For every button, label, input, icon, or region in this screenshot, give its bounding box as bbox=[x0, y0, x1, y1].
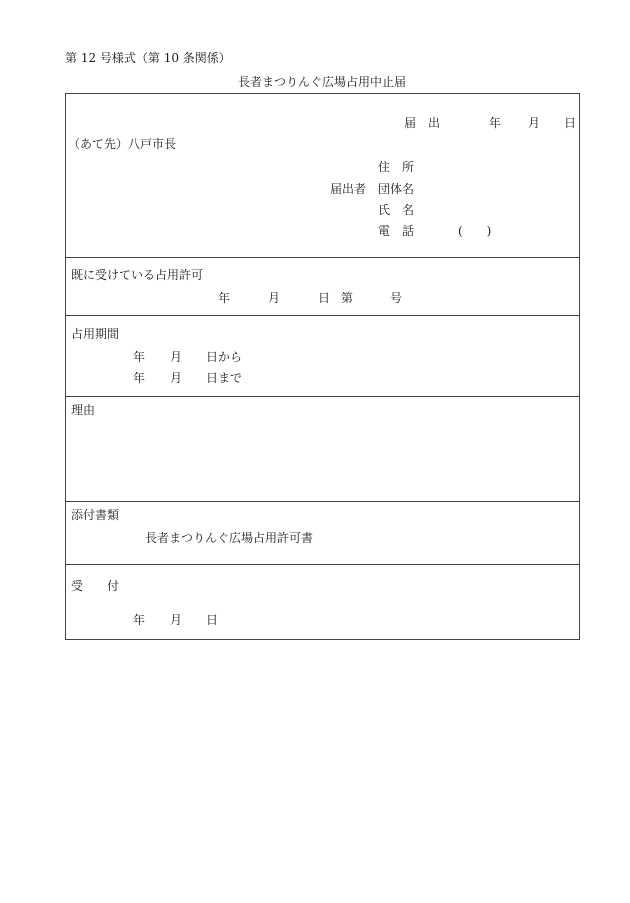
row-divider bbox=[65, 315, 580, 316]
addressee: （あて先）八戸市長 bbox=[68, 137, 177, 151]
reception-month: 月 bbox=[170, 613, 183, 627]
phone-parens: ( ) bbox=[458, 224, 492, 238]
form-table bbox=[65, 93, 580, 640]
phone-label: 電 話 bbox=[378, 224, 415, 238]
submitted-label: 届 出 bbox=[404, 116, 441, 130]
name-label: 氏 名 bbox=[378, 203, 415, 217]
period-heading: 占用期間 bbox=[71, 327, 120, 341]
permit-go-label: 号 bbox=[390, 291, 403, 305]
period-to-year: 年 bbox=[133, 371, 146, 385]
row-divider bbox=[65, 501, 580, 502]
reception-heading: 受 付 bbox=[71, 579, 120, 593]
attachment-item: 長者まつりんぐ広場占用許可書 bbox=[145, 531, 314, 545]
period-from-day: 日から bbox=[206, 350, 243, 364]
date-year-label: 年 bbox=[489, 116, 502, 130]
row-divider bbox=[65, 396, 580, 397]
reception-year: 年 bbox=[133, 613, 146, 627]
period-to-day: 日まで bbox=[206, 371, 243, 385]
permit-year-label: 年 bbox=[218, 291, 231, 305]
permit-day-label: 日 bbox=[318, 291, 331, 305]
date-day-label: 日 bbox=[564, 116, 577, 130]
submitter-label: 届出者 bbox=[330, 182, 367, 196]
page-title: 長者まつりんぐ広場占用中止届 bbox=[238, 75, 407, 89]
attachments-heading: 添付書類 bbox=[71, 508, 120, 522]
organization-label: 団体名 bbox=[378, 182, 415, 196]
reception-day: 日 bbox=[206, 613, 219, 627]
period-from-month: 月 bbox=[170, 350, 183, 364]
period-from-year: 年 bbox=[133, 350, 146, 364]
reason-heading: 理由 bbox=[71, 403, 96, 417]
address-label: 住 所 bbox=[378, 160, 415, 174]
form-number: 第 12 号様式（第 10 条関係） bbox=[65, 51, 231, 65]
permit-month-label: 月 bbox=[268, 291, 281, 305]
period-to-month: 月 bbox=[170, 371, 183, 385]
date-month-label: 月 bbox=[528, 116, 541, 130]
permit-heading: 既に受けている占用許可 bbox=[71, 268, 204, 282]
permit-dai-label: 第 bbox=[341, 291, 354, 305]
row-divider bbox=[65, 257, 580, 258]
row-divider bbox=[65, 564, 580, 565]
